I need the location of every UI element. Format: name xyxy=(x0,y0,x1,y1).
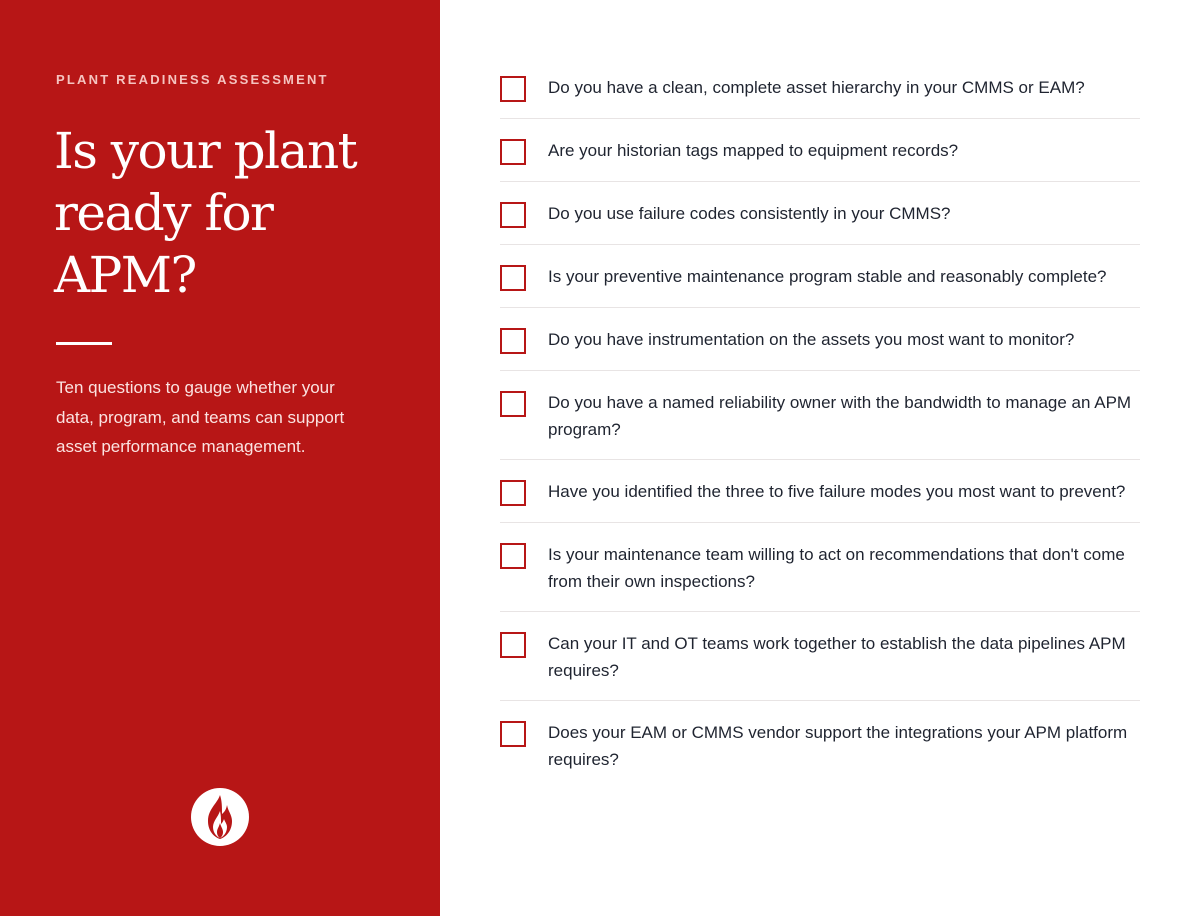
list-item xyxy=(500,182,1140,245)
checkbox[interactable] xyxy=(500,328,526,354)
checkbox[interactable] xyxy=(500,139,526,165)
checkbox[interactable] xyxy=(500,632,526,658)
question-text: Do you have instrumentation on the assets you most want to monitor? xyxy=(548,330,1075,349)
list-item xyxy=(500,56,1140,119)
checkbox[interactable] xyxy=(500,721,526,747)
question-text: Do you use failure codes consistently in your CMMS? xyxy=(548,204,951,223)
list-item xyxy=(500,701,1140,789)
question-text: Is your preventive maintenance program stable and reasonably complete? xyxy=(548,267,1107,286)
question-text: Can your IT and OT teams work together to establish the data pipelines APM requires? xyxy=(548,634,1126,680)
checkbox[interactable] xyxy=(500,265,526,291)
question-text: Have you identified the three to five failure modes you most want to prevent? xyxy=(548,482,1126,501)
eyebrow-label: PLANT READINESS ASSESSMENT xyxy=(56,72,329,87)
question-text: Does your EAM or CMMS vendor support the integrations your APM platform requires? xyxy=(548,723,1128,769)
checkbox[interactable] xyxy=(500,202,526,228)
checkbox[interactable] xyxy=(500,391,526,417)
checkbox[interactable] xyxy=(500,480,526,506)
checkbox[interactable] xyxy=(500,76,526,102)
flame-icon xyxy=(190,787,250,847)
title-divider xyxy=(56,342,112,345)
question-text: Is your maintenance team willing to act on recommendations that don't come from their own inspections? xyxy=(548,545,1125,591)
question-text: Do you have a named reliability owner with the bandwidth to manage an APM program? xyxy=(548,393,1132,439)
intro-panel xyxy=(0,0,440,916)
list-item xyxy=(500,308,1140,371)
list-item xyxy=(500,119,1140,182)
intro-text: Ten questions to gauge whether your data, program, and teams can support asset performance management. xyxy=(56,378,345,456)
question-text: Are your historian tags mapped to equipment records? xyxy=(548,141,959,160)
checklist-panel xyxy=(440,0,1200,916)
list-item xyxy=(500,245,1140,308)
list-item xyxy=(500,612,1140,701)
list-item xyxy=(500,460,1140,523)
page-title: Is your plant ready for APM? xyxy=(54,122,357,304)
list-item xyxy=(500,523,1140,612)
checkbox[interactable] xyxy=(500,543,526,569)
checklist xyxy=(500,56,1140,789)
question-text: Do you have a clean, complete asset hierarchy in your CMMS or EAM? xyxy=(548,78,1085,97)
list-item xyxy=(500,371,1140,460)
